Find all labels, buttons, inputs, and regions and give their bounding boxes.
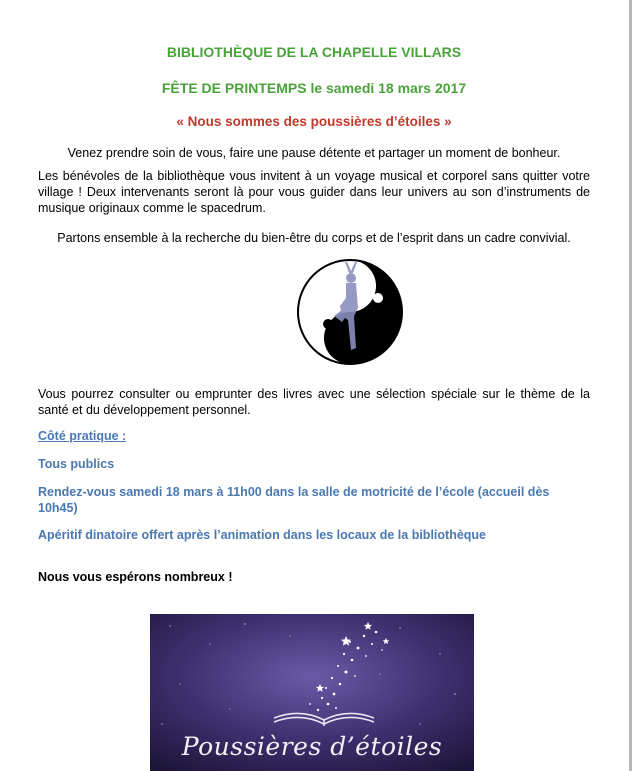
meeting-info: Rendez-vous samedi 18 mars à 11h00 dans la salle de motricité de l’école (accueil dès 10h45) bbox=[38, 485, 550, 515]
closing-line: Nous vous espérons nombreux ! bbox=[38, 570, 233, 584]
books-paragraph: Vous pourrez consulter ou emprunter des livres avec une sélection spéciale sur le thème de la santé et du développement personnel. bbox=[38, 387, 590, 417]
library-title: BIBLIOTHÈQUE DE LA CHAPELLE VILLARS bbox=[166, 44, 462, 60]
yin-yang-yoga-illustration bbox=[296, 258, 404, 366]
aperitif-info: Apéritif dinatoire offert après l’animation dans les locaux de la bibliothèque bbox=[38, 528, 486, 542]
event-poster bbox=[150, 614, 474, 771]
event-title: FÊTE DE PRINTEMPS le samedi 18 mars 2017 bbox=[161, 80, 467, 96]
wellbeing-paragraph: Partons ensemble à la recherche du bien-être du corps et de l’esprit dans un cadre convivial. bbox=[57, 231, 571, 245]
practical-heading: Côté pratique : bbox=[38, 429, 127, 443]
poster-title: Poussières d’étoiles bbox=[181, 732, 443, 761]
event-quote: « Nous sommes des poussières d’étoiles » bbox=[176, 114, 452, 129]
volunteers-paragraph: Les bénévoles de la bibliothèque vous invitent à un voyage musical et corporel sans quitter votre village ! Deux intervenants seront là pour vous guider dans leur univers au son d’instruments de musique originaux comme le spacedrum. bbox=[38, 169, 590, 215]
intro-paragraph: Venez prendre soin de vous, faire une pause détente et partager un moment de bonheur. bbox=[67, 146, 561, 160]
audience-info: Tous publics bbox=[38, 457, 115, 471]
